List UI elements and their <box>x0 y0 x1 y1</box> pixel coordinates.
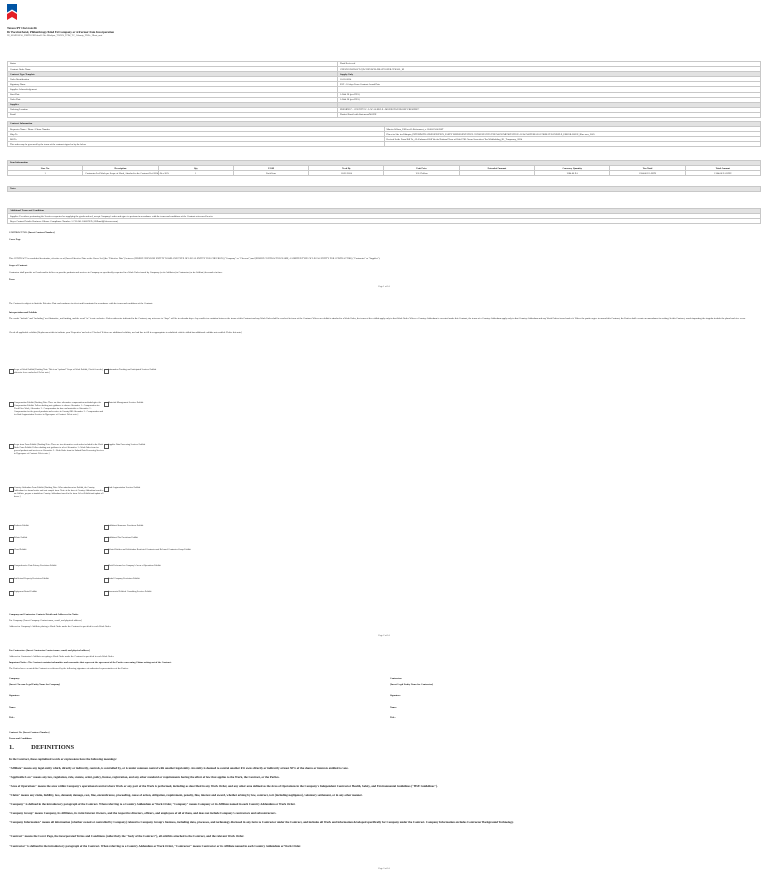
scope-heading: Scope of Contract <box>9 264 28 267</box>
exhibit-right-label: Additional Insurance Provisions Exhibit <box>108 525 144 527</box>
company-signature-field[interactable]: Signature: <box>9 694 20 697</box>
company-affiliate-address: Address for Company's Affiliate placing a Work Order under the Contract is specified in each Work Order. <box>9 625 111 628</box>
exhibit-right-label: Supplier Data Processing Services Exhibit <box>108 444 146 446</box>
page-number-3: Page 3 of 14 <box>378 868 390 870</box>
exhibit-left-label: Scope from Form Exhibit [Drafting Note: There are two alternative work orders included in the Work Order Form Exhibit. Follow drafting note guidance to select Alternative 1 - Work Order form for general products and services or Alternative 2 - Work Order form for Submit Data Processing Services in Hyperspace of Contract. Delete note.] <box>14 444 104 455</box>
company-entity: [Insert Chevron Legal Entity Name for Company] <box>9 683 61 686</box>
summary-value: PRESIDIO* - COUNTY/U - LOCAL/RULE - MODESTO/EHS REF PRESIDIO* <box>338 107 761 112</box>
terms-conditions-line: Terms and Conditions <box>9 737 32 740</box>
contractor-entity: [Insert Legal Entity Name for Contractor] <box>390 683 434 686</box>
definition-item: "Contractor" is defined in the introductory paragraph of the Contract. When referring to a Country Addendum or Work Order, "Contractor" means Contractor or its Affiliate named in each Country Addendum or Work Order. <box>9 844 301 848</box>
term-heading: Term <box>9 278 15 281</box>
exhibit-right-label: Information Tracking and Anticipated Services Exhibit <box>108 369 157 371</box>
items-cell: 1384.00 EA RNN <box>685 171 760 176</box>
exhibit-right-label: Work Performed on Company's Areas of Operations Exhibit <box>108 565 161 567</box>
interpretation-heading: Interpretation and Exhibits <box>9 311 38 314</box>
company-line: Texaco/PT Chevron/Ab <box>7 26 38 30</box>
for-company-line: For Company: [Insert Company Contact name, email, and physical address] <box>9 619 82 622</box>
summary-table <box>7 61 761 118</box>
summary-value: 10-26-2024 <box>338 77 761 82</box>
interpretation-paragraph: The words "include" and "including" are illustrative, not limiting, and the word "or" is not exclusive. Unless otherwise indicated in the Contract, any reference to "days" will be to calendar days. Any conflict or variation between the terms of this Contract and any Work Order shall be resolved in favor of the Contract. Where an exhibit is attached to a Work Order, the terms of the exhibit apply only to that Work Order. Where a Country Addendum is executed under this Contract, the terms of a Country Addendum apply only to that Country Addendum and any Work Orders issued under it. Where the parties agree to amend this Contract, the Parties shall execute an amendment in writing. In this Contract, words importing the singular include the plural and vice versa. <box>9 317 746 320</box>
definition-item: "Affiliate" means any legal entity which, directly or indirectly, controls, is controlled by, or is under common control with another legal entity. An entity is deemed to control another if it owns directly or indirectly at least 50% of the shares or interests entitled to vote. <box>9 766 349 770</box>
definitions-heading <box>9 744 74 753</box>
contractor-affiliate-address: Address for Contractor's Affiliate accepting a Work Order under the Contract is specified in each Work Order. <box>9 655 114 658</box>
contractor-name-field[interactable]: Name: <box>390 706 397 709</box>
notes-table <box>7 186 761 192</box>
items-column-header: Line No. <box>8 166 83 171</box>
exhibit-left-label: Intellectual Property Provisions Exhibit <box>14 578 49 580</box>
contract-number-line: Contract No. [Insert Contract Number] <box>9 731 50 734</box>
summary-key: Ordering Location <box>8 107 338 112</box>
definitions-title: DEFINITIONS <box>31 744 75 751</box>
page2-intro: The Contract is subject to limit the Effective Date and continues in effect until terminated in accordance with the terms and conditions of the Contract. <box>9 302 153 305</box>
items-heading: Item Information <box>8 161 761 166</box>
contract-info-value: Direct to Site for Ethiopia_INTERIM TRANSPORTATION_PARTY REPRESENTATIVE CONSULTANTS THE MAX IMPORTATION - RAW MATERIALS FORMAT IS PURPLE_ERROR-BLUE_Blue area_2025 <box>384 132 761 137</box>
company-name-field[interactable]: Name: <box>9 706 16 709</box>
contractor-signature-field[interactable]: Signature: <box>390 694 401 697</box>
for-contractor-line: For Contractor: [Insert Contractor Contact name, email, and physical address] <box>9 649 90 652</box>
items-column-header: Currency Quantity <box>535 166 610 171</box>
summary-key: Start Date <box>8 92 338 97</box>
items-column-header: UOM <box>233 166 308 171</box>
summary-key: Contract Order Name <box>8 67 338 72</box>
items-cell: 10/31/2024 <box>309 171 384 176</box>
summary-key: Supplier Acknowledgement <box>8 87 338 92</box>
summary-value: 1-24th 28 (per DPA) <box>338 97 761 102</box>
items-cell: 1384.00 EA <box>535 171 610 176</box>
intro-paragraph: This CONTRACT is concluded hereinafter, effective as of [Insert Effective Date as the Above Set] (the "Effective Date") between [INSERT CHEVRON ENTITY NAME AND TYPE OF LEGAL ENTITY FOR CHEVRON] ("Company" or "Chevron") and [INSERT CONTRACTOR NAME, A LIMITED TYPE OF LEGAL ENTITY FOR CONTRACTOR] ("Contractor" or "Supplier"). <box>9 257 381 260</box>
items-cell: Contractor Led Work per Scope of Work, Attached to the Contract Ref 2024 - Rev 20% <box>83 171 158 176</box>
exhibit-left-label: Country Addendum Form Exhibit [Drafting Note: When attachment an Exhibit, the Country Addendum is a formal notice and note sample form. Note: at the time of Country Addendum issued to an Affiliate, prepare a standalone Country Addendum issued in the form. Select Exhibit and update all boxes.] <box>14 487 104 498</box>
summary-key: Order Date <box>8 97 338 102</box>
exhibit-left-label: Cloud Exhibit <box>14 549 27 551</box>
notes-label: Notes <box>8 187 761 192</box>
summary-value: 1-24th 28 (per DPA) <box>338 92 761 97</box>
important-notice: Important Notice: The Contract contains indemnities and warranties that represent the agreement of the Parties concerning Claims arising out of the Contract. <box>9 661 172 664</box>
contract-info-value: Marvin Wilson_USExcelA.Retirement_v. 18:00/19:00 BST <box>384 127 761 132</box>
definition-item: "Applicable Law" means any law, regulation, rule, statute, order, policy, license, registration, and any other standard or requirements having the effect of law that applies to the Work, the Contract, or the Parties. <box>9 775 280 779</box>
addresses-heading: Company and Contractor Contacts Details and Addresses for Notice <box>9 613 79 616</box>
summary-row <box>8 112 761 117</box>
chevron-logo-icon <box>7 4 17 20</box>
contract-info-key: This order may be governed by the terms of the contract signed or by the below <box>8 142 385 147</box>
items-cell <box>459 171 534 176</box>
supplier-line-2: Buyer Contact Details: Business Alliance Compliance Number: 1-713-241-1000 DEF (ABEmail@chevron.com) <box>8 219 761 224</box>
contract-title: CONTRACT NO. [Insert Contract Number] <box>9 231 55 234</box>
exhibit-right-label: Related Entities and Solicitation Restricted Contractor and Released Contractor Group Exhibit <box>108 549 191 551</box>
contract-info-key: Requester Name / Phone / Phone Number <box>8 127 385 132</box>
page-number-1: Page 1 of 14 <box>378 286 390 288</box>
definition-item: "Company" is defined in the introductory paragraph of the Contract. When referring to a Country Addendum or Work Order, "Company" means Company or its Affiliate named in each Country Addendum or Work Order. <box>9 802 296 806</box>
definition-item: "Area of Operations" means the area within Company's operational control where Work or any part of the Work is performed, including as described in any Work Order, and any other area defined as the Area of Operations in the Company's Independent Contractor Health, Safety, and Environmental Guidelines ("HSE Guidelines"). <box>9 784 438 788</box>
exhibit-right-label: Partial Company Provisions Exhibit <box>108 578 140 580</box>
items-cell: U.S. Dollars <box>384 171 459 176</box>
exhibit-right-label: Additional Tax Provisions Exhibit <box>108 537 138 539</box>
items-cell: 1 <box>158 171 233 176</box>
path-line: IN_SLMN/SLW_DMTRCBD/abs01/Ofc Mbd/pm_TOPUS_TOM_TC_Gdumty_TBEv_Hhsst_nmf <box>7 34 103 38</box>
supplier-line-1: Supplier: For others performing the Services requested or supplying the goods ordered, accept Company's order and agree to perform in accordance with the terms and conditions of the Contract referenced herein. <box>8 214 761 219</box>
document-header <box>7 26 407 37</box>
contract-info-table <box>7 121 761 147</box>
summary-value: Supply-Only <box>338 72 761 77</box>
items-column-header: Description <box>83 166 158 171</box>
summary-value: EST - 10 days From Contract Award Date <box>338 82 761 87</box>
definition-item: "Company Information" means all information (whether owned or controlled by Company) related to Company Group's business, including data, processes, and technology disclosed in any form to Contractor under the Contract, and includes all Work and information developed specifically for Company under the Contract. Company Information excludes Contractor Background Technology. <box>9 820 514 824</box>
items-data-row <box>8 171 761 176</box>
exhibit-left-label: Equipment Rental Exhibit <box>14 591 37 593</box>
items-column-header: Extended Amount <box>459 166 534 171</box>
summary-key: Supplier <box>8 102 338 107</box>
definition-item: "Claim" means any claim, liability, loss, demand, damage, cost, fine, encumbrance, proceeding, cause of action, obligation, requirement, penalty, fine, interest and award, whether arising by law, contract, tort (including negligence), voluntary settlement, or in any other manner. <box>9 793 363 797</box>
exhibit-left-label: Rebate Exhibit <box>14 537 28 539</box>
items-cell: 1 <box>8 171 83 176</box>
exhibit-left-label: Products Exhibit <box>14 525 29 527</box>
exhibit-left-label: Scope of Work Exhibit [Drafting Note: This is an "optional" Scope of Work Exhibit, Check if needed, otherwise leave unchecked. Delete note.] <box>14 369 104 374</box>
items-column-header: Qty <box>158 166 233 171</box>
supplier-heading: Additional Terms and Conditions <box>8 209 761 214</box>
exhibit-right-label: Incremental Political Consulting Services Exhibit <box>108 591 152 593</box>
summary-key: Email <box>8 112 338 117</box>
items-column-header: Unit Price <box>384 166 459 171</box>
title-line: Dr Paccini/Autel, Philanthropy/Kind Ed Company or A/Former Fam Incorporation <box>7 30 115 35</box>
contract-info-heading: Contract Information <box>8 122 761 127</box>
cover-page-label: Cover Page <box>9 238 21 241</box>
page-number-2: Page 2 of 14 <box>378 635 390 637</box>
contract-info-value: Revised Settle Form Bill To_AL-Enhanced Bill Weeks National Term of Risk FOR Ocean Scoresheet Tax Withholding_R1_Temporary_2024 <box>384 137 761 142</box>
items-column-header: Total Amount <box>685 166 760 171</box>
items-cell: 1384.00 EA RNN <box>610 171 685 176</box>
company-sign-label: Company: <box>9 677 20 680</box>
contract-info-row <box>8 142 761 147</box>
check-exhibits-note: Check all applicable exhibits [Replacement this to indicate your 'Properties' and select 'Checked' If there are additional exhibits, use bad line to fill it as appropriate to subdivide which exhibit has additional exhibits not enabled. Delete this note] <box>9 331 242 334</box>
definitions-intro: In the Contract, these capitalized words or expressions have the following meanings: <box>9 757 117 761</box>
items-column-header: Need By <box>309 166 384 171</box>
contract-info-key: Bill To <box>8 137 385 142</box>
items-cell: Each Item <box>233 171 308 176</box>
company-title-field[interactable]: Title: <box>9 716 15 719</box>
summary-key: Order Identification <box>8 77 338 82</box>
contractor-title-field[interactable]: Title: <box>390 716 396 719</box>
contract-info-value <box>384 142 761 147</box>
exhibit-right-label: Materials Management Services Exhibit <box>108 402 144 404</box>
contractor-sign-label: Contractor: <box>390 677 403 680</box>
items-column-header: Tax Total <box>610 166 685 171</box>
contract-info-key: Ship To <box>8 132 385 137</box>
scope-paragraph: Contractor shall provide as Goods and/or deliver or provide products and services to Company as specifically requested in a Work Order issued by Company (or its Affiliates) to Contractor (or its Affiliate) hereunder in time. <box>9 271 223 274</box>
summary-key: Signatory Name <box>8 82 338 87</box>
exhibit-left-label: Comprehensive Data Privacy Provisions Exhibit <box>14 565 57 567</box>
definitions-number: 1. <box>9 744 14 751</box>
summary-key: Contract Type/Template <box>8 72 338 77</box>
summary-value: Drafted Email with Statement/MADE <box>338 112 761 117</box>
exhibit-left-label: Compensation Exhibit [Drafting Note: There are three alternative compensation methodologies: the Compensation Exhibit. Follow drafting note guidance to choose Alternative 1 - Compensation for Fixed Price Work, Alternative 2 - Compensation for time and materials or Alternative 3 - Compensation for the general products and services in Country/OR Alternative 3 - Compensation and for Staff Augmentation Services in Hyperspace of Contract. Delete note.] <box>14 402 103 416</box>
summary-value: Draft Reviewed <box>338 62 761 67</box>
summary-key: Status <box>8 62 338 67</box>
summary-value: CHEVRON-DRAFT-QT-CHEVRON-DRAFT-OPER-TOP-RL_M <box>338 67 761 72</box>
definition-item: "Contract" means the Cover Page, the incorporated Terms and Conditions (collectively the "body of the Contract"), all exhibits attached to the Contract, and the relevant Work Order. <box>9 834 245 838</box>
definition-item: "Company Group" means Company, its Affiliates, its Joint Interest Owners, and the respective directors, officers, and employees of all of them, and does not include Company's contractors and subcontractors. <box>9 811 277 815</box>
items-table <box>7 160 761 176</box>
exhibit-right-label: Staff Augmentation Services Exhibit <box>108 487 141 489</box>
execution-line: The Parties have executed this Contract as evidenced by the following signatures of authorized representatives of the Parties. <box>9 667 129 670</box>
supplier-table <box>7 208 761 224</box>
